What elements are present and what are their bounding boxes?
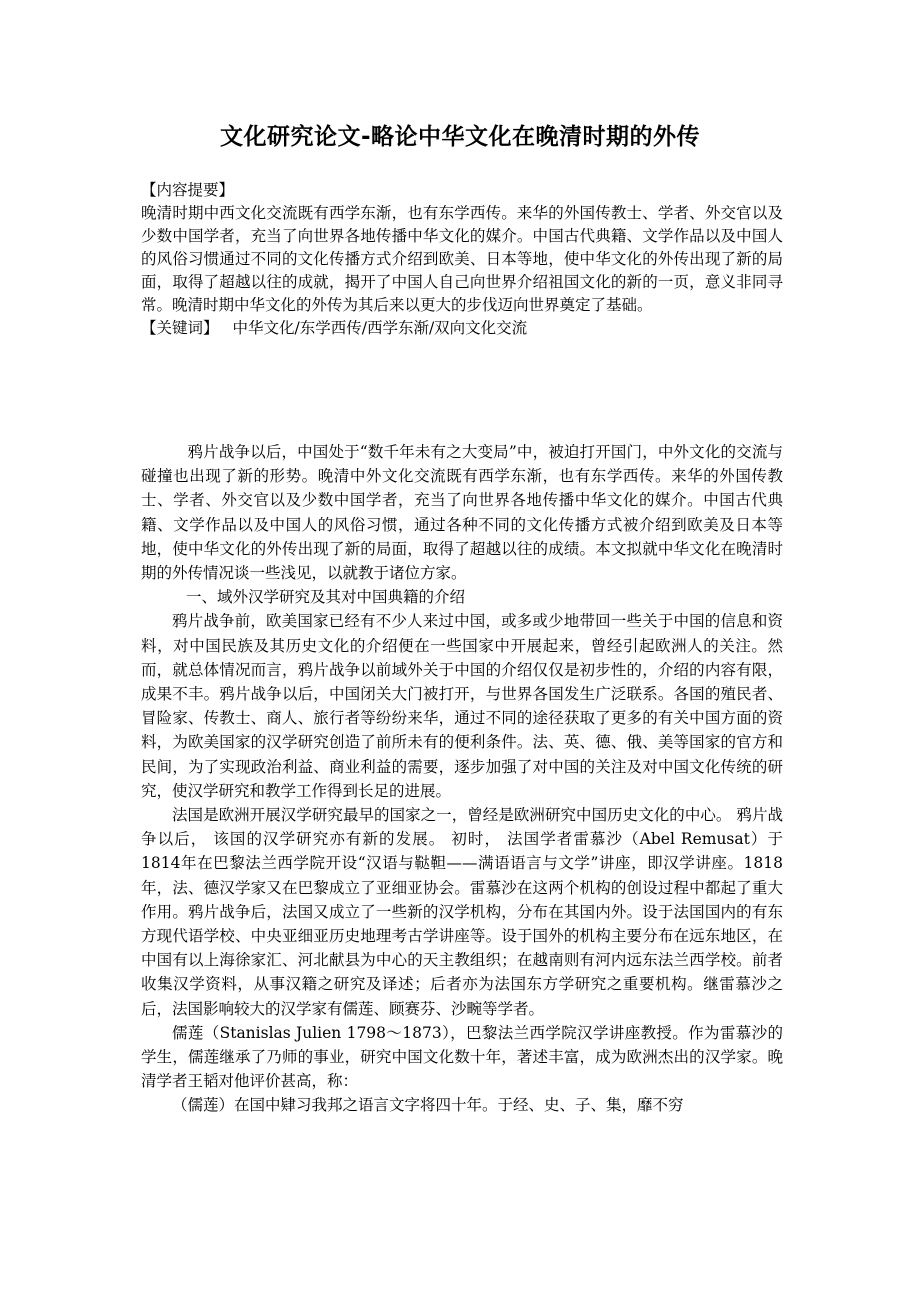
body-paragraph: 法国是欧洲开展汉学研究最早的国家之一，曾经是欧洲研究中国历史文化的中心。 鸦片战争以后， 该国的汉学研究亦有新的发展。 初时， 法国学者雷慕沙（Abel Remusat）于1814年在巴黎法兰西学院开设“汉语与鞑靼——满语语言与文学”讲座，即汉学讲座。1818年，法、德汉学家又在巴黎成立了亚细亚协会。雷慕沙在这两个机构的创设过程中都起了重大作用。鸦片战争后，法国又成立了一些新的汉学机构，分布在其国内外。设于法国国内的有东方现代语学校、中央亚细亚历史地理考古学讲座等。设于国外的机构主要分布在远东地区，在中国有以上海徐家汇、河北献县为中心的天主教组织；在越南则有河内远东法兰西学校。前者收集汉学资料，从事汉籍之研究及译述；后者亦为法国东方学研究之重要机构。继雷慕沙之后，法国影响较大的汉学家有儒莲、顾赛芬、沙畹等学者。 xyxy=(141,806,783,1018)
section-heading: 一、域外汉学研究及其对中国典籍的介绍 xyxy=(185,588,465,607)
body-paragraph: 鸦片战争前，欧美国家已经有不少人来过中国，或多或少地带回一些关于中国的信息和资料，对中国民族及其历史文化的介绍便在一些国家中开展起来，曾经引起欧洲人的关注。然而，就总体情况而言，鸦片战争以前域外关于中国的介绍仅仅是初步性的，介绍的内容有限，成果不丰。鸦片战争以后，中国闭关大门被打开，与世界各国发生广泛联系。各国的殖民者、冒险家、传教士、商人、旅行者等纷纷来华，通过不同的途径获取了更多的有关中国方面的资料，为欧美国家的汉学研究创造了前所未有的便利条件。法、英、德、俄、美等国家的官方和民间，为了实现政治利益、商业利益的需要，逐步加强了对中国的关注及对中国文化传统的研究，使汉学研究和教学工作得到长足的进展。 xyxy=(141,612,783,800)
body-paragraph: 儒莲（Stanislas Julien 1798～1873），巴黎法兰西学院汉学讲座教授。作为雷慕沙的学生，儒莲继承了乃师的事业，研究中国文化数十年，著述丰富，成为欧洲杰出的汉学家。晚清学者王韬对他评价甚高，称： xyxy=(141,1023,783,1091)
abstract-text: 晚清时期中西文化交流既有西学东渐，也有东学西传。来华的外国传教士、学者、外交官以及少数中国学者，充当了向世界各地传播中华文化的媒介。中国古代典籍、文学作品以及中国人的风俗习惯通过不同的文化传播方式介绍到欧美、日本等地，使中华文化的外传出现了新的局面，取得了超越以往的成就，揭开了中国人自己向世界介绍祖国文化的新的一页，意义非同寻常。晚清时期中华文化的外传为其后来以更大的步伐迈向世界奠定了基础。 xyxy=(141,204,783,314)
abstract-label: 【内容提要】 xyxy=(141,181,235,199)
body-paragraph-intro: 鸦片战争以后，中国处于“数千年未有之大变局”中，被迫打开国门，中外文化的交流与碰撞也出现了新的形势。晚清中外文化交流既有西学东渐，也有东学西传。来华的外国传教士、学者、外交官以及少数中国学者，充当了向世界各地传播中华文化的媒介。中国古代典籍、文学作品以及中国人的风俗习惯，通过各种不同的文化传播方式被介绍到欧美及日本等地，使中华文化的外传出现了新的局面，取得了超越以往的成绩。本文拟就中华文化在晚清时期的外传情况谈一些浅见，以就教于诸位方家。 xyxy=(141,443,783,583)
body-paragraph-quote: （儒莲）在国中肄习我邦之语言文字将四十年。于经、史、子、集，靡不穷 xyxy=(172,1096,684,1115)
body-section xyxy=(141,440,783,1118)
abstract-section xyxy=(141,179,783,340)
document-title: 文化研究论文-略论中华文化在晚清时期的外传 xyxy=(219,124,701,150)
keywords-row xyxy=(141,317,783,340)
keywords-text: 中华文化/东学西传/西学东渐/双向文化交流 xyxy=(232,319,528,337)
keywords-label: 【关键词】 xyxy=(141,319,219,337)
